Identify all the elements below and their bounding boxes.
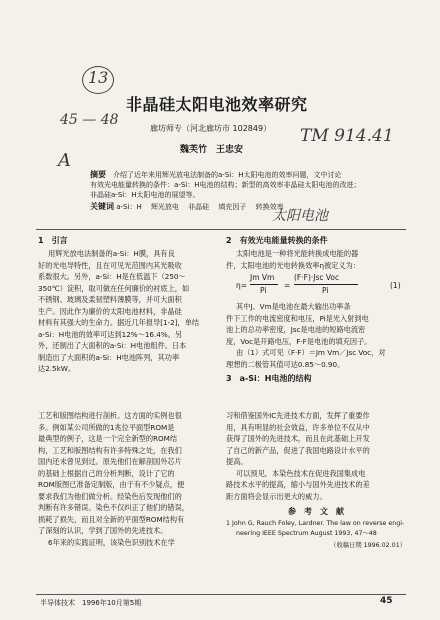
eq-number: (1) [390,281,401,290]
eq-frac1-num: Jm Vm [250,273,275,282]
paragraph-line: 要求我们为他们做分析。经染色后发现他们的 [38,491,182,501]
footer-divider [36,594,406,595]
paragraph-line: 提高。 [226,457,248,466]
paragraph-line: a-Si：H电池的效率可达到12%～16.4%。另 [38,329,183,339]
keyword: 填充因子 [218,203,247,211]
paragraph-line: 构，工艺和版图结构有许多特殊之处，在我们 [38,445,182,455]
paragraph-line: 件下工作的电流密度和电压，Pi是光入射到电 [226,313,369,323]
paragraph-line: 损耗了损失，而且对全新的平面型ROM结构有 [38,514,185,524]
paragraph-line: 外，还制出了大面积的a-Si：H电池组件。日本 [38,341,187,350]
keyword: a-Si：H [116,203,142,211]
reference-item: 1 John G, Rauch Foley, Lardner. The law on reverse engi- [226,520,405,527]
eq-lhs: η= [236,281,248,290]
abstract-text-2: 有效光电能量转换的条件：a-Si：H电池的结构；新型的高效率非晶硅太阳电池的改进； [90,181,361,189]
handwritten-classification: TM 914.41 [300,126,394,146]
reference-item-cont: neering IEEE Spectrum August 1993, 47～48 [236,530,377,537]
divider [36,229,406,230]
paragraph-line: 路技术水平的提高，缩小与国外先进技术的差 [226,480,370,489]
section-2-heading: 2 有效光电能量转换的条件 [226,236,328,245]
paragraph-line: 国内还未曾见到过。原先他们在解剖国外芯片 [38,457,182,466]
paragraph-line: 好的光电导特性，且在可见光范围内其光吸收 [38,260,182,270]
equation [226,273,406,299]
paragraph-line: 多。例如某公司所做的1兆位平面型ROM是 [38,422,175,432]
handwritten-keyword: 太阳电池 [272,208,328,224]
section-1-heading: 1 引言 [38,236,68,245]
paragraph-line: 达2.5kW。 [38,364,76,373]
paragraph-line: 判断有许多错误。染色不仅纠正了他们的错误， [38,503,189,512]
paragraph-line: 材料有其强大的生命力。据近几年报导[1-2]，单结 [38,318,200,327]
paragraph-line: 了自己的新产品，促进了我国电路设计水平的 [226,445,370,455]
paragraph-line: 制造出了大面积的a-Si：H电池阵列，其功率 [38,352,180,362]
page-number: 45 [380,596,393,606]
paragraph-line: 350℃）淀积，取可做在任何廉价的衬底上，如 [38,283,190,293]
handwritten-page-range: 45 — 48 [60,112,119,128]
paragraph-line: 距方面将会显示出更大的威力。 [226,491,327,501]
paragraph-line: 最典型的例子，这是一个完全新型的ROM结 [38,434,178,443]
abstract-text-3: 非晶硅a-Si：H太阳电池的展望等。 [90,191,200,199]
keyword: 非晶硅 [188,203,210,211]
references-heading: 参 考 文 献 [288,507,344,516]
paragraph-line: 6年来的实践证明，该染色识别技术在学 [48,537,175,547]
fraction-bar [250,284,278,285]
received-date: （收稿日期 1996.02.01） [330,542,406,549]
abstract [90,170,390,212]
section-1 [38,235,216,375]
paper-title: 非晶硅太阳电池效率研究 [126,95,308,114]
paragraph-line: 不锈钢、玻璃及柔韧塑料薄膜等，并可大面积 [38,295,182,304]
paragraph-line: 获得了国外的先进技术，而且在此基础上开发 [226,434,370,443]
handwritten-letter-a: A [58,150,71,171]
lower-left-column [38,410,218,548]
handwritten-circle-number: 13 [88,68,109,87]
paragraph-line: 太阳电池是一种将光能转换成电能的器 [236,249,359,258]
section-2 [226,235,406,384]
paragraph-line: 习和借鉴国外IC先进技术方面，发挥了重要作 [226,411,370,420]
eq-frac2-num: (F·F)·Jsc Voc [294,273,340,282]
paragraph-line: 生产。因此作为廉价的太阳电池材料，非晶硅 [38,306,182,316]
paragraph-line: 池上的总功率密度，Jsc是电池的短路电流密 [226,325,366,334]
section-3-heading: 3 a-Si：H电池的结构 [226,374,312,383]
eq-frac2-den: Pi [322,286,329,295]
affiliation: 廊坊师专（河北廊坊市 102849） [150,124,272,133]
paragraph-line: 件，太阳电池的光电转换效率η被定义为： [226,260,360,270]
paragraph-line: 工艺和版图结构进行剖析。这方面的实例也很 [38,411,182,420]
paragraph-line: 用，具有明显的社会效益，许多单位不仅从中 [226,422,370,432]
lower-right-column [226,410,406,551]
paragraph-line: 由（1）式可见（F·F）＝Jm Vm／Jsc Voc，对 [236,348,386,357]
paragraph-line: 的基础上根据自己的分析判断，设计了它的 [38,468,175,478]
journal-footer: 半导体技术 1996年10月第5期 [40,599,142,607]
eq-frac1-den: Pi [260,286,267,295]
keyword: 转换效率 [255,203,284,211]
eq-equals: = [284,281,291,290]
paragraph-line: ROM版图已准备定制版，由于有不少疑点，便 [38,480,185,489]
authors: 魏芙竹 王忠安 [180,145,244,155]
keywords-label: 关键词 [90,202,114,211]
paragraph-line: 其中J、Vm是电池在最大输出功率条 [236,302,351,311]
paragraph-line: 了深刻的认识，学到了国外的先进技术。 [38,526,168,535]
paragraph-line: 系数很大。另外，a-Si：H是在低温下（250～ [38,272,186,281]
paragraph-line: 理想的二极管其值可达0.85～0.90。 [226,359,345,369]
abstract-text-1: 介绍了近年来用辉光放电法制备的a-Si：H太阳电池的效率问题，文中讨论 [113,171,342,179]
abstract-label: 摘要 [90,170,106,179]
fraction-bar [294,284,358,285]
paragraph-line: 用辉光放电法制备的a-Si：H膜，具有良 [48,249,175,258]
paragraph-line: 度，Voc是开路电压，F·F是电池的填充因子。 [226,336,372,346]
keyword: 辉光放电 [150,203,179,211]
paragraph-line: 可以预见，本染色技术在促进我国集成电 [236,468,366,478]
